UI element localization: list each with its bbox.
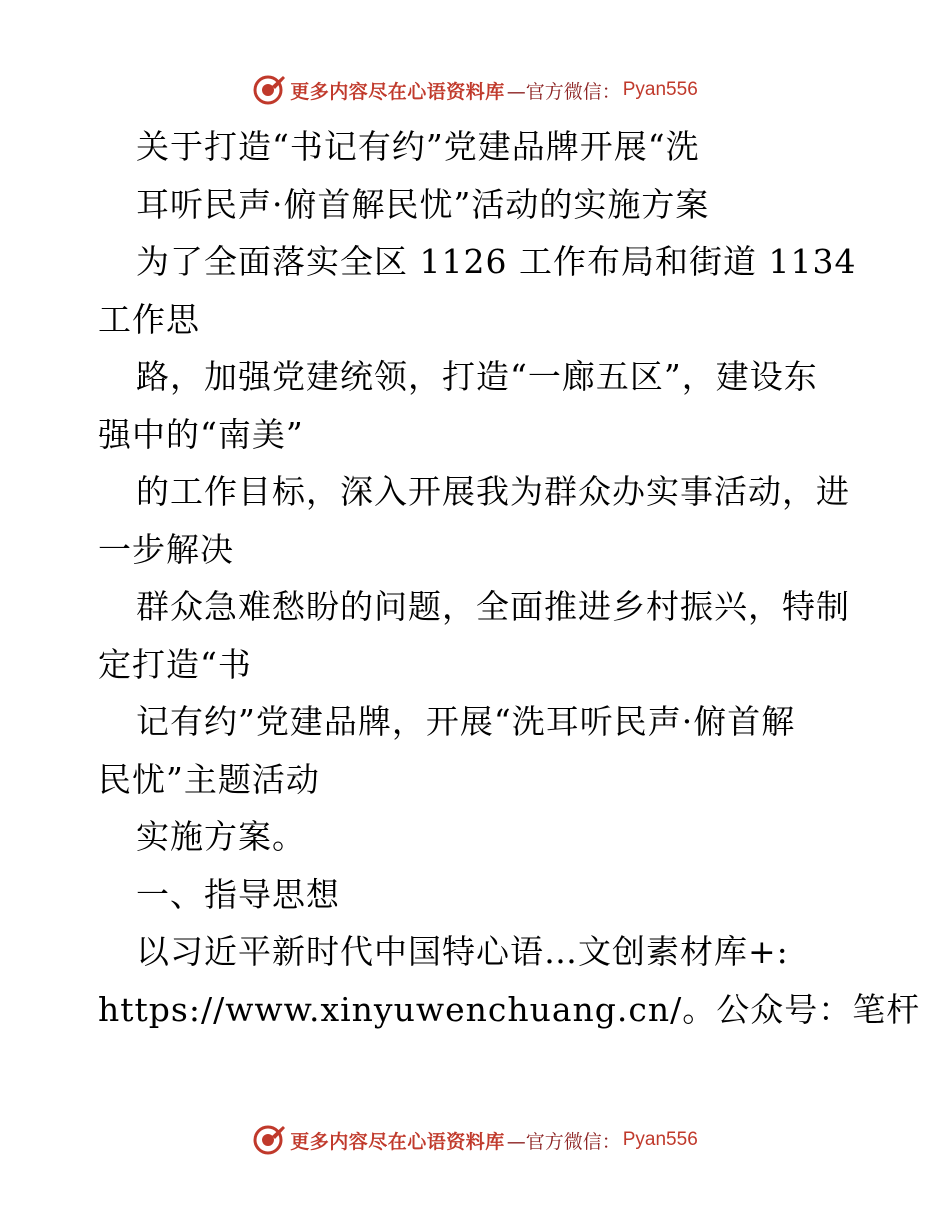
text-line: 为了全面落实全区 1126 工作布局和街道 1134 [136, 242, 857, 281]
text-line: 耳听民声·俯首解民忧”活动的实施方案 [136, 184, 710, 224]
text-line: 实施方案。 [136, 817, 306, 856]
text-line: 工作思 [98, 299, 200, 339]
text-line: 群众急难愁盼的问题，全面推进乡村振兴，特制 [136, 587, 850, 626]
watermark-separator-text: —官方微信： [506, 80, 621, 103]
text-line: 民忧”主题活动 [98, 759, 320, 799]
watermark-main-text: 更多内容尽在心语资料库 [290, 80, 505, 103]
text-line: 强中的“南美” [98, 414, 304, 454]
watermark-footer [0, 1120, 950, 1160]
watermark-separator-text: —官方微信： [506, 1130, 621, 1153]
text-line: 路，加强党建统领，打造“一廊五区”，建设东 [136, 357, 818, 396]
text-line: 记有约”党建品牌，开展“洗耳听民声·俯首解 [136, 702, 796, 741]
text-line: 一步解决 [98, 529, 234, 569]
text-line: 定打造“书 [98, 644, 252, 684]
watermark-main-text: 更多内容尽在心语资料库 [290, 1130, 505, 1153]
document-body [98, 118, 921, 1038]
text-line: https://www.xinyuwenchuang.cn/。公众号：笔杆 [98, 989, 921, 1029]
watermark-header [0, 70, 950, 110]
text-line: 一、指导思想 [136, 874, 340, 914]
text-line: 的工作目标，深入开展我为群众办实事活动，进 [136, 472, 850, 511]
watermark-wechat-id: Pyan556 [622, 1129, 698, 1150]
text-line: 以习近平新时代中国特心语…文创素材库+: [136, 932, 789, 971]
watermark-wechat-id: Pyan556 [622, 79, 698, 100]
text-line: 关于打造“书记有约”党建品牌开展“洗 [136, 127, 700, 166]
pen-logo-icon [252, 73, 286, 107]
pen-logo-icon [252, 1123, 286, 1157]
